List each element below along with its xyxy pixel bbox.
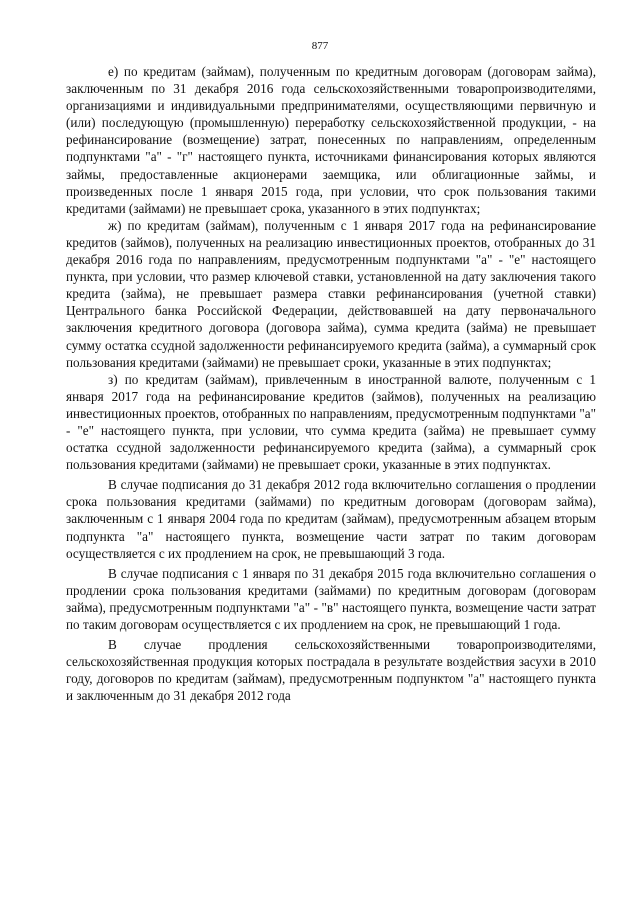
paragraph-extension-2012: В случае подписания до 31 декабря 2012 года включительно соглашения о продлении срока пользования кредитами (займами) по кредитным договорам (договорам займа), заключенным с 1 января 2004 года по кредитам (займам), предусмотренным абзацем вторым подпункта "а" настоящего пункта, возмещение части затрат по таким договорам осуществляется с их продлением на срок, не превышающий 3 года. (66, 477, 596, 561)
paragraph-zh: ж) по кредитам (займам), полученным с 1 января 2017 года на рефинансирование кредитов (займов), полученных на реализацию инвестиционных проектов, отобранных до 31 декабря 2016 года по направлениям, предусмотренным подпунктами "а" - "е" настоящего пункта, при условии, что размер ключевой ставки, установленной на дату заключения такого кредита (займа), не превышает размера ставки рефинансирования (учетной ставки) Центрального банка Российской Федерации, действовавшей на дату первоначального заключения кредитного договора (договора займа), сумма кредита (займа) не превышает сумму остатка ссудной задолженности рефинансируемого кредита (займа), а суммарный срок пользования кредитами (займами) не превышает сроки, указанные в этих подпунктах; (66, 217, 596, 370)
paragraph-z: з) по кредитам (займам), привлеченным в иностранной валюте, полученным с 1 января 2017 года на рефинансирование кредитов (займов), полученных на реализацию инвестиционных проектов, отобранных по направлениям, предусмотренным подпунктами "а" - "е" настоящего пункта, при условии, что сумма кредита (займа) не превышает сумму остатка ссудной задолженности рефинансируемого кредита (займа), а суммарный срок пользования кредитами (займами) не превышает сроки, указанные в этих подпунктах. (66, 371, 596, 473)
paragraph-e: е) по кредитам (займам), полученным по кредитным договорам (договорам займа), заключенным по 31 декабря 2016 года сельскохозяйственными товаропроизводителями, организациями и индивидуальными предпринимателями, осуществляющими первичную и (или) последующую (промышленную) переработку сельскохозяйственной продукции, - на рефинансирование (возмещение) затрат, понесенных по направлениям, определенным подпунктами "а" - "г" настоящего пункта, источниками финансирования которых являются займы, предоставленные акционерами заемщика, или облигационные займы, и произведенных после 1 января 2015 года, при условии, что срок пользования такими кредитами (займами) не превышает срока, указанного в этих подпунктах; (66, 64, 596, 216)
paragraph-drought-2010: В случае продления сельскохозяйственными товаропроизводителями, сельскохозяйственная продукция которых пострадала в результате воздействия засухи в 2010 году, договоров по кредитам (займам), предусмотренным подпунктом "а" настоящего пункта и заключенным до 31 декабря 2012 года (66, 637, 596, 704)
paragraph-extension-2015: В случае подписания с 1 января по 31 декабря 2015 года включительно соглашения о продлении срока пользования кредитами (займами) по кредитным договорам (договорам займа), предусмотренным подпунктами "а" - "в" настоящего пункта, возмещение части затрат по таким договорам осуществляется с их продлением на срок, не превышающий 1 года. (66, 565, 596, 632)
document-body (66, 63, 596, 704)
page-number: 877 (311, 40, 329, 52)
